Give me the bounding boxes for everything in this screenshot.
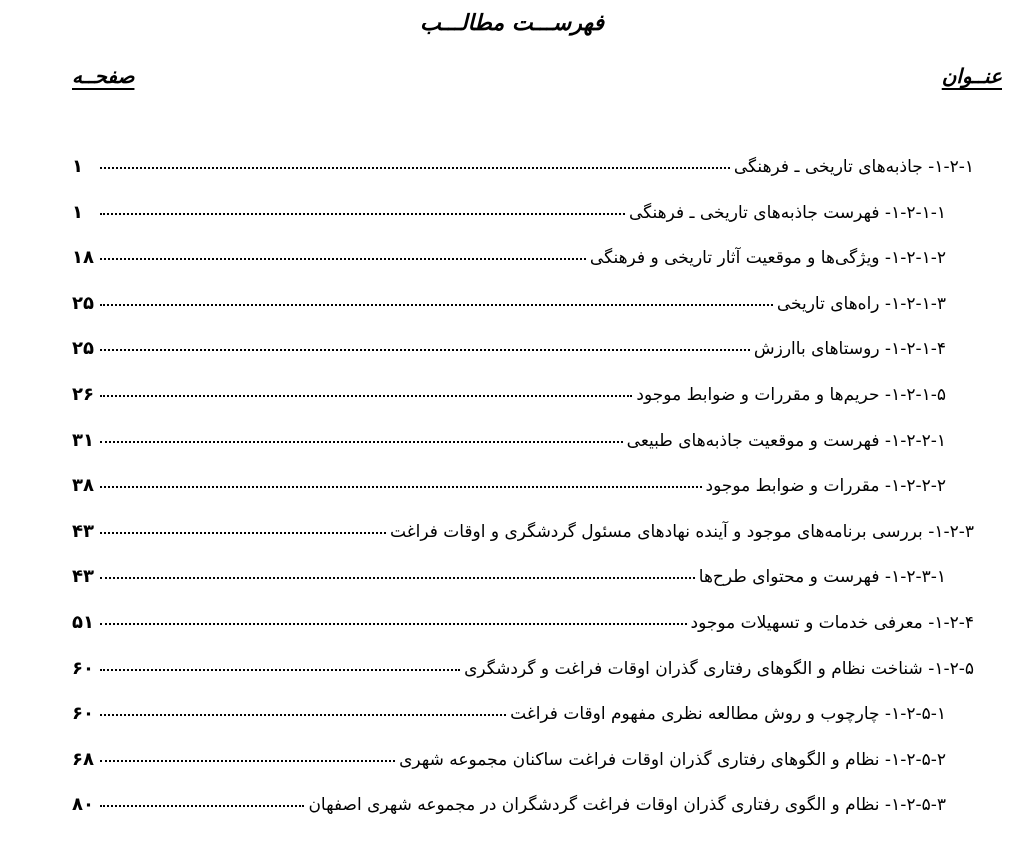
toc-entry: [72, 202, 974, 248]
toc-entry-page: ۲۶: [72, 383, 94, 405]
toc-entry-page: ۳۸: [72, 475, 94, 497]
toc-entry-page: ۶۸: [72, 748, 94, 770]
dot-leader: [100, 441, 623, 443]
toc-entry-title: ۱-۲-۵-۳- نظام و الگوی رفتاری گذران اوقات فراغت گردشگران در مجموعه شهری اصفهان: [308, 795, 946, 816]
toc-entry-title: ۱-۲-۱-۳- راه‌های تاریخی: [776, 293, 946, 314]
dot-leader: [100, 532, 386, 534]
toc-entry-page: ۱: [72, 156, 83, 177]
toc-entry: [72, 612, 974, 658]
toc-entry-page: ۶۰: [72, 703, 94, 725]
toc-entry-title: ۱-۲-۳- بررسی برنامه‌های موجود و آینده نهادهای مسئول گردشگری و اوقات فراغت: [390, 521, 974, 542]
toc-entry: [72, 749, 974, 795]
toc-entry: [72, 658, 974, 704]
toc-entry-page: ۶۰: [72, 657, 94, 679]
dot-leader: [100, 213, 625, 215]
toc-entry: [72, 293, 974, 339]
table-of-contents: [72, 156, 974, 840]
dot-leader: [100, 349, 750, 351]
toc-entry: [72, 338, 974, 384]
dot-leader: [100, 669, 460, 671]
toc-entry-page: ۵۱: [72, 611, 94, 633]
toc-entry: [72, 384, 974, 430]
toc-entry-title: ۱-۲-۱-۱- فهرست جاذبه‌های تاریخی ـ فرهنگی: [628, 202, 946, 223]
document-title: فهرســـت مطالـــب: [419, 10, 604, 36]
toc-entry-title: ۱-۲-۱-۲- ویژگی‌ها و موقعیت آثار تاریخی و فرهنگی: [589, 248, 946, 269]
toc-entry-page: ۴۳: [72, 566, 94, 588]
toc-entry-page: ۲۵: [72, 338, 94, 360]
toc-entry-title: ۱-۲-۵-۱- چارچوب و روش مطالعه نظری مفهوم اوقات فراغت: [510, 704, 946, 725]
dot-leader: [100, 577, 695, 579]
toc-entry-title: ۱-۲-۱-۵- حریم‌ها و مقررات و ضوابط موجود: [636, 384, 946, 405]
toc-entry-title: ۱-۲-۲-۲- مقررات و ضوابط موجود: [705, 476, 946, 497]
dot-leader: [100, 805, 304, 807]
dot-leader: [100, 395, 632, 397]
toc-entry-title: ۱-۲-۱-۴- روستاهای باارزش: [753, 339, 946, 360]
toc-entry-title: ۱-۲-۳-۱- فهرست و محتوای طرح‌ها: [698, 567, 946, 588]
dot-leader: [100, 167, 730, 169]
toc-entry: [72, 521, 974, 567]
toc-entry: [72, 566, 974, 612]
toc-entry-page: ۱۸: [72, 247, 94, 269]
toc-entry-title: ۱-۲-۵-۲- نظام و الگوهای رفتاری گذران اوقات فراغت ساکنان مجموعه شهری: [399, 749, 946, 770]
dot-leader: [100, 760, 395, 762]
toc-entry: [72, 794, 974, 840]
toc-entry-page: ۲۵: [72, 292, 94, 314]
toc-entry-title: ۱-۲-۴- معرفی خدمات و تسهیلات موجود: [690, 612, 974, 633]
toc-entry: [72, 247, 974, 293]
column-heading-page: صفحــه: [72, 64, 135, 88]
toc-entry: [72, 156, 974, 202]
toc-entry: [72, 430, 974, 476]
toc-entry-page: ۱: [72, 201, 83, 223]
dot-leader: [100, 258, 586, 260]
dot-leader: [100, 304, 773, 306]
toc-entry-page: ۳۱: [72, 429, 94, 451]
toc-entry-page: ۴۳: [72, 520, 94, 542]
toc-entry-page: ۸۰: [72, 794, 94, 816]
dot-leader: [100, 486, 702, 488]
toc-entry-title: ۱-۲-۲-۱- فهرست و موقعیت جاذبه‌های طبیعی: [626, 430, 946, 451]
toc-entry: [72, 475, 974, 521]
column-heading-title: عنــوان: [941, 64, 1002, 88]
toc-entry: [72, 703, 974, 749]
toc-entry-title: ۱-۲-۱- جاذبه‌های تاریخی ـ فرهنگی: [733, 157, 974, 177]
toc-entry-title: ۱-۲-۵- شناخت نظام و الگوهای رفتاری گذران اوقات فراغت و گردشگری: [464, 658, 974, 679]
dot-leader: [100, 714, 506, 716]
dot-leader: [100, 623, 687, 625]
